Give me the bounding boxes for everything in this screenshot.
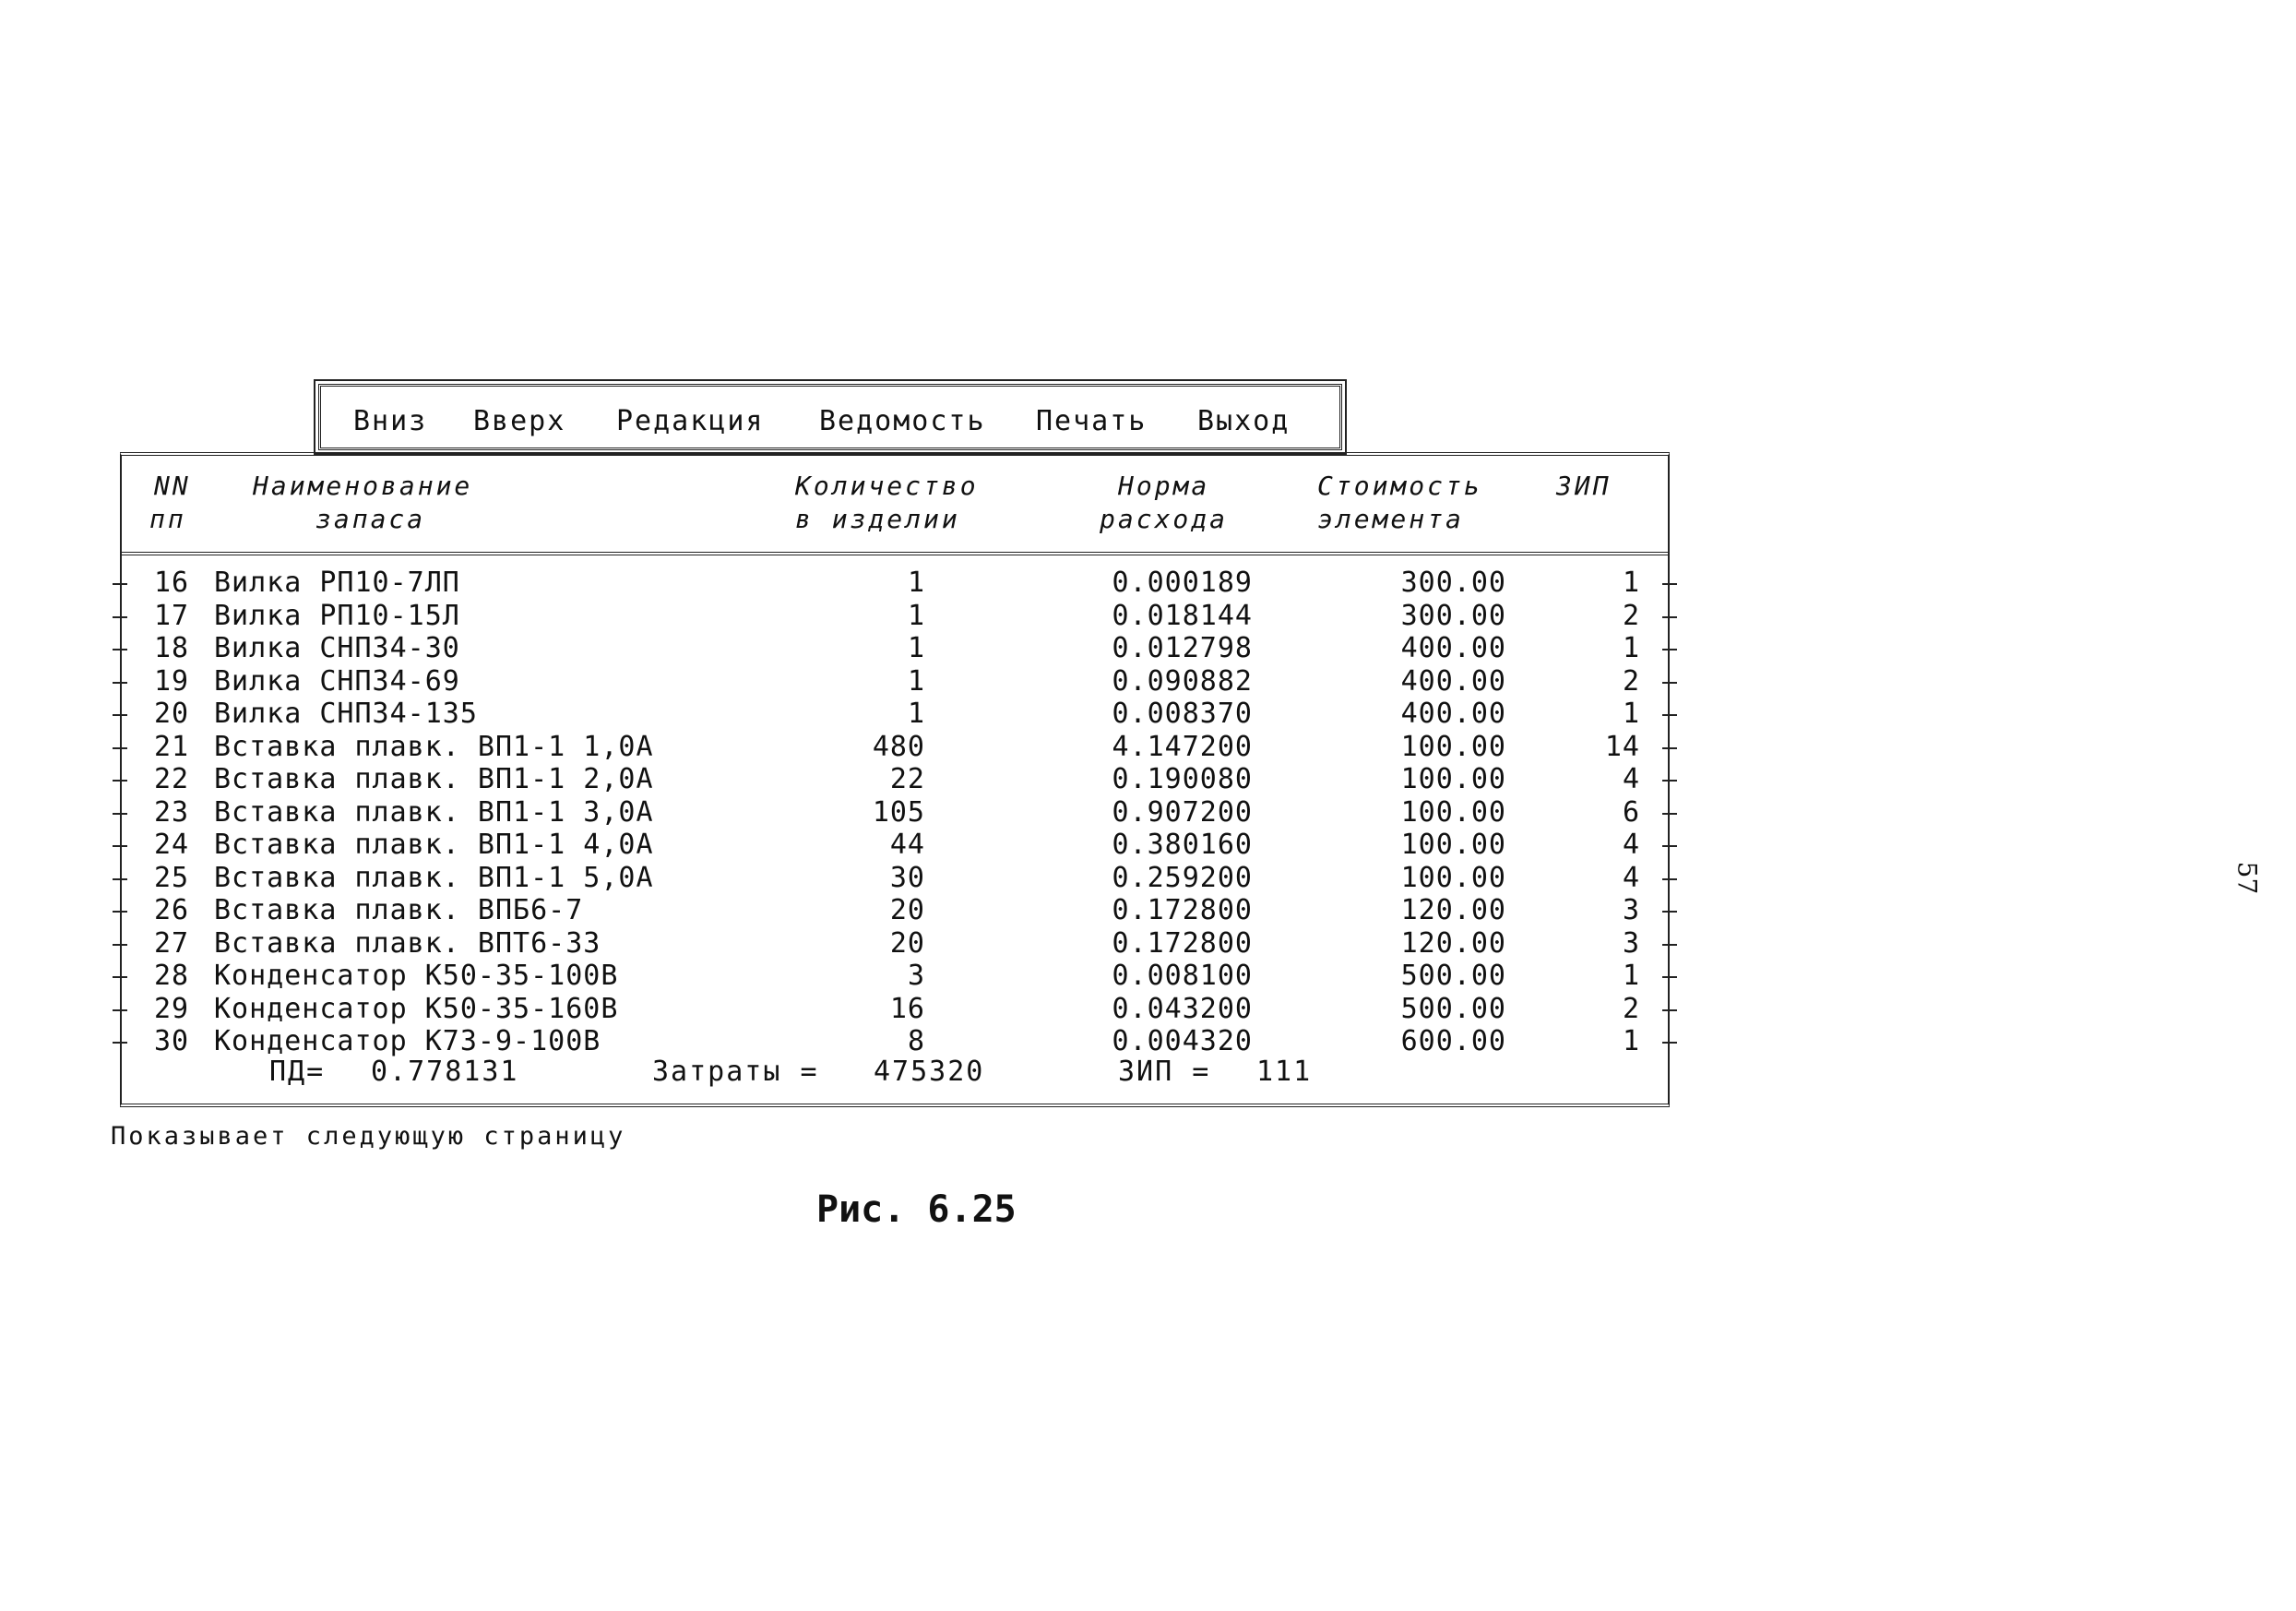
row-tick-right [1662, 649, 1677, 650]
row-tick-right [1662, 1009, 1677, 1011]
cell-nn: 26 [154, 894, 190, 926]
cell-norm: 0.380160 [1112, 829, 1253, 861]
cell-qty: 1 [907, 698, 925, 730]
cell-zip: 4 [1622, 829, 1640, 861]
row-tick-right [1662, 813, 1677, 815]
header-qty: Количество [795, 471, 979, 501]
row-tick-left [113, 878, 127, 880]
pd-label: ПД= [269, 1056, 326, 1088]
table-row[interactable] [122, 600, 1668, 632]
table-row[interactable] [122, 698, 1668, 730]
cell-zip: 14 [1604, 730, 1640, 763]
row-tick-right [1662, 616, 1677, 618]
row-tick-left [113, 845, 127, 847]
cell-name: Вилка РП10-15Л [214, 599, 460, 632]
cell-qty: 105 [872, 795, 925, 829]
row-tick-left [113, 747, 127, 749]
cell-norm: 4.147200 [1112, 730, 1253, 763]
row-tick-left [113, 911, 127, 913]
cell-zip: 1 [1622, 632, 1640, 664]
cell-norm: 0.018144 [1112, 599, 1253, 632]
cell-zip: 2 [1622, 599, 1640, 632]
cell-nn: 21 [154, 730, 190, 763]
cell-qty: 1 [907, 599, 925, 632]
cell-name: Вилка СНП34-135 [214, 698, 478, 730]
cell-zip: 1 [1622, 960, 1640, 992]
cell-cost: 100.00 [1400, 763, 1506, 795]
cell-zip: 3 [1622, 894, 1640, 926]
cell-name: Вставка плавк. ВП1-1 1,0А [214, 730, 654, 763]
row-tick-left [113, 976, 127, 978]
cell-nn: 27 [154, 926, 190, 960]
header-zip: ЗИП [1556, 471, 1612, 501]
cell-name: Вилка СНП34-30 [214, 632, 460, 664]
header-name: Наименование [253, 471, 473, 501]
menu-statement[interactable]: Ведомость [819, 405, 986, 437]
row-tick-right [1662, 845, 1677, 847]
row-tick-right [1662, 583, 1677, 585]
cell-zip: 1 [1622, 698, 1640, 730]
menu-up[interactable]: Вверх [473, 405, 566, 437]
cell-name: Вставка плавк. ВП1-1 4,0А [214, 829, 654, 861]
table-row[interactable] [122, 960, 1668, 992]
cell-name: Конденсатор К50-35-100В [214, 960, 619, 992]
menu-bar [318, 384, 1342, 450]
cell-norm: 0.004320 [1112, 1025, 1253, 1057]
cell-qty: 44 [889, 829, 925, 861]
cell-norm: 0.008370 [1112, 698, 1253, 730]
figure-caption: Рис. 6.25 [816, 1188, 1017, 1231]
cell-cost: 600.00 [1400, 1025, 1506, 1057]
cell-cost: 100.00 [1400, 829, 1506, 861]
cell-cost: 120.00 [1400, 926, 1506, 960]
cell-nn: 19 [154, 664, 190, 698]
menu-edit[interactable]: Редакция [616, 405, 765, 437]
row-tick-left [113, 780, 127, 782]
cell-name: Вилка РП10-7ЛП [214, 567, 460, 599]
cell-qty: 30 [889, 861, 925, 894]
cell-nn: 22 [154, 763, 190, 795]
cell-name: Вставка плавк. ВП1-1 5,0А [214, 861, 654, 894]
page-number: 57 [2231, 861, 2263, 895]
header-norm: Норма [1118, 471, 1210, 501]
cell-qty: 20 [889, 894, 925, 926]
cell-qty: 20 [889, 926, 925, 960]
zip-total-value: 111 [1256, 1056, 1313, 1088]
table-row[interactable] [122, 927, 1668, 960]
cell-nn: 16 [154, 567, 190, 599]
cell-name: Вставка плавк. ВП1-1 3,0А [214, 795, 654, 829]
spare-parts-table [120, 452, 1670, 1107]
cell-zip: 3 [1622, 926, 1640, 960]
cell-zip: 4 [1622, 763, 1640, 795]
cell-name: Вставка плавк. ВП1-1 2,0А [214, 763, 654, 795]
cell-name: Вставка плавк. ВПТ6-33 [214, 926, 601, 960]
row-tick-left [113, 944, 127, 946]
menu-exit[interactable]: Выход [1197, 405, 1291, 437]
row-tick-right [1662, 780, 1677, 782]
cell-qty: 1 [907, 664, 925, 698]
table-row[interactable] [122, 731, 1668, 763]
cell-cost: 400.00 [1400, 632, 1506, 664]
cell-cost: 120.00 [1400, 894, 1506, 926]
cell-nn: 25 [154, 861, 190, 894]
cell-norm: 0.190080 [1112, 763, 1253, 795]
table-row[interactable] [122, 567, 1668, 599]
cell-qty: 480 [872, 730, 925, 763]
header-pp: пп [149, 504, 186, 534]
row-tick-left [113, 813, 127, 815]
row-tick-left [113, 1009, 127, 1011]
row-tick-right [1662, 1042, 1677, 1044]
cell-norm: 0.259200 [1112, 861, 1253, 894]
pd-value: 0.778131 [371, 1056, 519, 1088]
row-tick-left [113, 682, 127, 684]
table-row[interactable] [122, 796, 1668, 829]
cell-qty: 3 [907, 960, 925, 992]
row-tick-left [113, 1042, 127, 1044]
table-row[interactable] [122, 1025, 1668, 1057]
cell-qty: 22 [889, 763, 925, 795]
cell-zip: 1 [1622, 1025, 1640, 1057]
cell-cost: 500.00 [1400, 960, 1506, 992]
cell-norm: 0.172800 [1112, 926, 1253, 960]
header-qty-2: в изделии [795, 504, 960, 534]
table-row[interactable] [122, 829, 1668, 861]
table-row[interactable] [122, 862, 1668, 894]
cell-zip: 4 [1622, 861, 1640, 894]
cell-zip: 1 [1622, 567, 1640, 599]
cell-cost: 100.00 [1400, 861, 1506, 894]
header-separator [122, 552, 1668, 555]
cell-nn: 30 [154, 1025, 190, 1057]
cell-nn: 18 [154, 632, 190, 664]
cell-cost: 400.00 [1400, 664, 1506, 698]
status-line: Показывает следующую страницу [111, 1122, 626, 1151]
cell-norm: 0.008100 [1112, 960, 1253, 992]
cell-nn: 28 [154, 960, 190, 992]
menu-down[interactable]: Вниз [353, 405, 428, 437]
cell-name: Вилка СНП34-69 [214, 664, 460, 698]
row-tick-right [1662, 878, 1677, 880]
cell-norm: 0.172800 [1112, 894, 1253, 926]
cell-nn: 29 [154, 992, 190, 1025]
cell-norm: 0.012798 [1112, 632, 1253, 664]
row-tick-right [1662, 911, 1677, 913]
header-cost: Стоимость [1317, 471, 1482, 501]
cell-qty: 16 [889, 992, 925, 1025]
row-tick-left [113, 616, 127, 618]
header-norm-2: расхода [1100, 504, 1229, 534]
row-tick-right [1662, 944, 1677, 946]
cell-nn: 23 [154, 795, 190, 829]
cell-name: Конденсатор К73-9-100В [214, 1025, 601, 1057]
row-tick-right [1662, 976, 1677, 978]
cell-cost: 300.00 [1400, 599, 1506, 632]
table-row[interactable] [122, 993, 1668, 1025]
row-tick-right [1662, 714, 1677, 716]
cell-cost: 300.00 [1400, 567, 1506, 599]
table-row[interactable] [122, 632, 1668, 664]
row-tick-right [1662, 747, 1677, 749]
zip-total-label: ЗИП = [1118, 1056, 1211, 1088]
row-tick-left [113, 583, 127, 585]
cell-qty: 1 [907, 567, 925, 599]
menu-print[interactable]: Печать [1036, 405, 1148, 437]
row-tick-left [113, 714, 127, 716]
cell-cost: 500.00 [1400, 992, 1506, 1025]
header-nn: NN [154, 471, 191, 501]
cell-qty: 1 [907, 632, 925, 664]
row-tick-right [1662, 682, 1677, 684]
header-cost-2: элемента [1317, 504, 1464, 534]
table-row[interactable] [122, 763, 1668, 795]
cell-zip: 6 [1622, 795, 1640, 829]
cell-cost: 100.00 [1400, 730, 1506, 763]
row-tick-left [113, 649, 127, 650]
table-row[interactable] [122, 665, 1668, 698]
header-name-2: запаса [315, 504, 426, 534]
cell-zip: 2 [1622, 992, 1640, 1025]
cell-cost: 400.00 [1400, 698, 1506, 730]
cell-nn: 24 [154, 829, 190, 861]
cell-zip: 2 [1622, 664, 1640, 698]
cell-nn: 17 [154, 599, 190, 632]
cell-qty: 8 [907, 1025, 925, 1057]
cell-cost: 100.00 [1400, 795, 1506, 829]
cell-norm: 0.907200 [1112, 795, 1253, 829]
cell-nn: 20 [154, 698, 190, 730]
cost-total-value: 475320 [874, 1056, 985, 1088]
cell-norm: 0.090882 [1112, 664, 1253, 698]
cell-norm: 0.000189 [1112, 567, 1253, 599]
cost-total-label: Затраты = [652, 1056, 819, 1088]
cell-name: Конденсатор К50-35-160В [214, 992, 619, 1025]
cell-norm: 0.043200 [1112, 992, 1253, 1025]
cell-name: Вставка плавк. ВПБ6-7 [214, 894, 584, 926]
table-row[interactable] [122, 894, 1668, 926]
